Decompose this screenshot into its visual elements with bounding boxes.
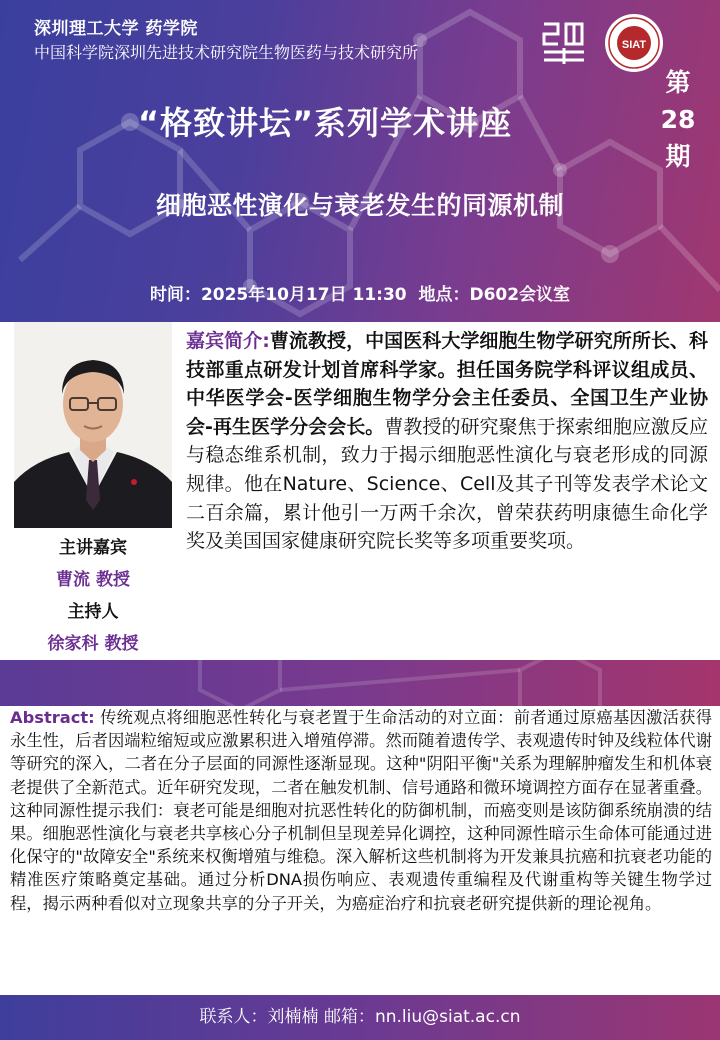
- issue-char-3: 期: [665, 142, 691, 171]
- venue-label: 地点：: [418, 285, 470, 305]
- seal-text: SIAT: [621, 39, 647, 51]
- contact-footer: [0, 995, 720, 1040]
- bio-label: 嘉宾简介:: [186, 330, 270, 352]
- speaker-role-label: 主讲嘉宾: [59, 538, 127, 558]
- bio-highlight: 曹流教授，中国医科大学细胞生物学研究所所长、科技部重点研发计划首席科学家。担任国务院学科评议组成员、中华医学会-医学细胞生物学分会主任委员、全国卫生产业协会-再生医学分会会长。: [186, 330, 708, 438]
- time-value: 2025年10月17日 11:30: [200, 285, 407, 305]
- bio-body: 曹教授的研究聚焦于探索细胞应激反应与稳态维系机制，致力于揭示细胞恶性演化与衰老形成的同源规律。他在Nature、Science、Cell及其子刊等发表学术论文二百余篇，累计他引一万两千余次，曾荣获药明康德生命化学奖及美国国家健康研究院长奖等多项重要奖项。: [186, 415, 708, 553]
- speaker-name: 曹流 教授: [56, 570, 130, 590]
- divider-band: [0, 660, 720, 706]
- header-banner: [0, 0, 720, 322]
- abstract-body: 传统观点将细胞恶性转化与衰老置于生命活动的对立面：前者通过原癌基因激活获得永生性，后者因端粒缩短或应激累积进入增殖停滞。然而随着遗传学、表观遗传时钟及线粒体代谢等研究的深入，二者在分子层面的同源性逐渐显现。这种"阴阳平衡"关系为理解肿瘤发生和机体衰老提供了全新范式。近年研究发现，二者在触发机制、信号通路和微环境调控方面存在显著重叠。这种同源性提示我们：衰老可能是细胞对抗恶性转化的防御机制，而癌变则是该防御系统崩溃的结果。细胞恶性演化与衰老共享核心分子机制但呈现差异化调控，这种同源性暗示生命体可能通过进化保守的"故障安全"系统来权衡增殖与维稳。深入解析这些机制将为开发兼具抗癌和抗衰老功能的精准医疗策略奠定基础。通过分析DNA损伤响应、表观遗传重编程及代谢重构等关键生物学过程，揭示两种看似对立现象共享的分子开关，为癌症治疗和抗衰老研究提供新的理论视角。: [10, 708, 712, 913]
- email-label: 邮箱：: [323, 1007, 375, 1027]
- band-decoration: [0, 660, 720, 706]
- institution-line-1: 深圳理工大学 药学院: [34, 19, 198, 39]
- contact-label: 联系人：: [199, 1007, 268, 1027]
- issue-char-2: 28: [660, 105, 696, 134]
- time-label: 时间：: [149, 285, 201, 305]
- venue-value: D602会议室: [469, 285, 571, 305]
- issue-number: [651, 64, 705, 175]
- abstract-label: Abstract:: [10, 708, 95, 727]
- guest-bio: [186, 327, 708, 556]
- speaker-portrait: [14, 322, 172, 528]
- time-venue-line: [0, 280, 720, 305]
- university-logo-icon: [538, 16, 590, 68]
- institution-line-2: 中国科学院深圳先进技术研究院生物医药与技术研究所: [34, 43, 419, 62]
- lecture-title: 细胞恶性演化与衰老发生的同源机制: [155, 191, 564, 220]
- series-title: “格致讲坛”系列学术讲座: [137, 104, 513, 142]
- host-name: 徐家科 教授: [47, 634, 139, 654]
- speaker-host-info: [14, 532, 172, 660]
- issue-char-1: 第: [665, 68, 691, 97]
- abstract: [10, 706, 712, 915]
- email-value[interactable]: nn.liu@siat.ac.cn: [374, 1007, 521, 1027]
- contact-name: 刘楠楠: [267, 1007, 319, 1027]
- host-role-label: 主持人: [67, 602, 119, 622]
